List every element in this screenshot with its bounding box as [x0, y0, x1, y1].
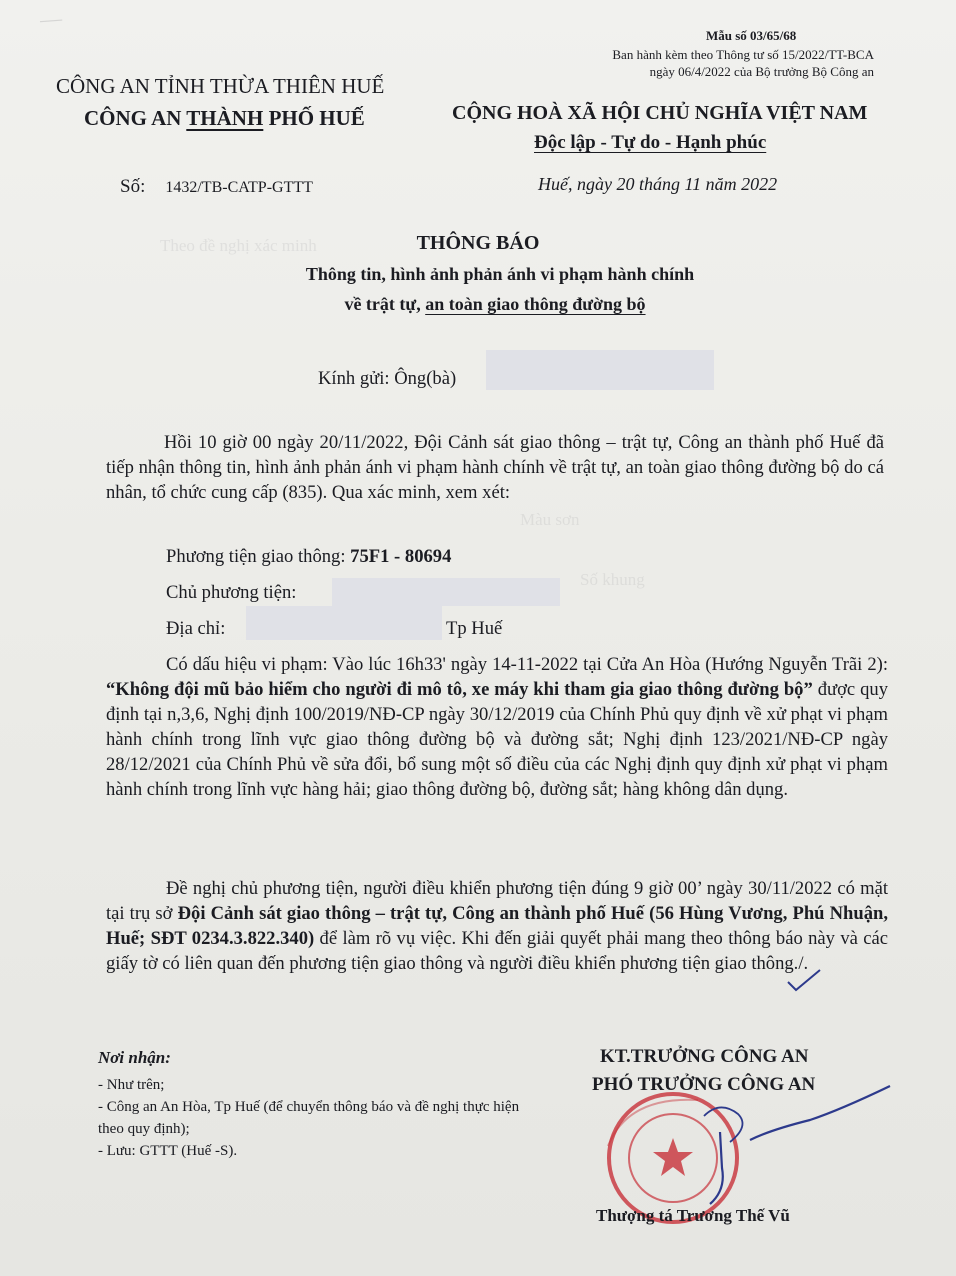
violation-intro: Có dấu hiệu vi phạm: Vào lúc 16h33' ngày 14-11-2022 tại Cửa An Hòa (Hướng Nguyễn Trãi 2):	[166, 654, 888, 675]
vehicle-label: Phương tiện giao thông:	[166, 546, 351, 567]
redacted-address	[246, 606, 442, 640]
redacted-recipient-name	[486, 350, 714, 390]
signer-position-line2: PHÓ TRƯỞNG CÔNG AN	[592, 1074, 816, 1095]
document-subtitle-line2	[0, 294, 956, 315]
national-title: CỘNG HOÀ XÃ HỘI CHỦ NGHĨA VIỆT NAM	[452, 102, 868, 124]
paragraph-receipt: Hồi 10 giờ 00 ngày 20/11/2022, Đội Cảnh sát giao thông – trật tự, Công an thành phố Huế đã tiếp nhận thông tin, hình ảnh phản ánh vi phạm hành chính về trật tự, an toàn giao thông đường bộ do cá nhân, tổ chức cung cấp (835). Qua xác minh, xem xét:	[106, 432, 884, 503]
request-intro: Đề nghị chủ phương tiện, người điều khiển phương tiện đúng 9 giờ 00’ ngày 30/11/2022 có mặt tại trụ sở	[106, 878, 888, 924]
vehicle-line	[166, 544, 451, 569]
violation-legal-basis: được quy định tại n,3,6, Nghị định 100/2019/NĐ-CP ngày 30/12/2019 của Chính Phủ quy định về xử phạt vi phạm hành chính trong lĩnh vực giao thông đường bộ và đường sắt; Nghị định 123/2021/NĐ-CP ngày 28/12/2021 của Chính Phủ về sửa đổi, bổ sung một số điều của các Nghị định quy định xử phạt vi phạm hành chính trong lĩnh vực hàng hải; giao thông đường bộ, đường sắt; hàng không dân dụng.	[106, 679, 888, 800]
recipients-item: - Như trên;	[98, 1077, 165, 1093]
place-date: Huế, ngày 20 tháng 11 năm 2022	[538, 174, 778, 194]
issued-with-note	[572, 46, 874, 80]
recipients-item: - Lưu: GTTT (Huế -S).	[98, 1143, 238, 1159]
recipients-item: - Công an An Hòa, Tp Huế (để chuyển thông báo và đề nghị thực hiện theo quy định);	[98, 1099, 520, 1137]
document-number-value: 1432/TB-CATP-GTTT	[165, 179, 313, 196]
recipients-list	[98, 1074, 528, 1162]
form-number: Mẫu số 03/65/68	[706, 28, 797, 43]
document-number-label: Số:	[120, 176, 146, 197]
national-motto: Độc lập - Tự do - Hạnh phúc	[534, 132, 767, 153]
show-through-text: Màu sơn	[520, 510, 580, 529]
issuing-authority-parent: CÔNG AN TỈNH THỪA THIÊN HUẾ	[56, 74, 385, 98]
paragraph-violation	[106, 652, 888, 802]
signer-position-line1: KT.TRƯỞNG CÔNG AN	[600, 1046, 809, 1067]
request-location: Đội Cảnh sát giao thông – trật tự, Công an thành phố Huế (56 Hùng Vương, Phú Nhuận, Huế; SĐT 0234.3.822.340)	[106, 903, 888, 949]
issuing-authority	[84, 106, 365, 131]
redacted-owner-name	[332, 578, 560, 606]
signer-name: Thượng tá Trương Thế Vũ	[596, 1206, 790, 1225]
subtitle-prefix: về trật tự,	[344, 294, 426, 314]
checkmark-icon	[784, 966, 824, 994]
address-label: Địa chỉ:	[166, 618, 226, 639]
issued-with-line1: Ban hành kèm theo Thông tư số 15/2022/TT-BCA	[612, 47, 874, 62]
document-number	[120, 176, 313, 198]
show-through-text: Theo đề nghị xác minh	[160, 236, 317, 255]
violation-description: “Không đội mũ bảo hiểm cho người đi mô tô, xe máy khi tham gia giao thông đường bộ”	[106, 679, 813, 700]
handwritten-signature-icon	[600, 1080, 900, 1210]
show-through-mark: —	[39, 5, 63, 32]
request-instructions: để làm rõ vụ việc. Khi đến giải quyết phải mang theo thông báo này và các giấy tờ có liên quan đến phương tiện giao thông và người điều khiển phương tiện giao thông./.	[106, 928, 888, 974]
paragraph-request	[106, 876, 888, 976]
vehicle-plate: 75F1 - 80694	[350, 546, 452, 567]
show-through-text: Số khung	[580, 570, 645, 589]
recipients-title: Nơi nhận:	[98, 1048, 171, 1067]
issued-with-line2: ngày 06/4/2022 của Bộ trưởng Bộ Công an	[649, 64, 874, 79]
subtitle-underlined: an toàn giao thông đường bộ	[425, 294, 646, 314]
address-city: Tp Huế	[446, 618, 503, 639]
greeting: Kính gửi: Ông(bà)	[318, 368, 457, 389]
authority-name-underlined: THÀNH	[186, 106, 264, 130]
document-title: THÔNG BÁO	[416, 232, 540, 254]
document-subtitle-line1: Thông tin, hình ảnh phản ánh vi phạm hành chính	[305, 264, 695, 284]
authority-name-prefix: CÔNG AN	[84, 106, 187, 130]
authority-name-suffix: PHỐ HUẾ	[263, 106, 365, 130]
owner-label: Chủ phương tiện:	[166, 582, 297, 603]
